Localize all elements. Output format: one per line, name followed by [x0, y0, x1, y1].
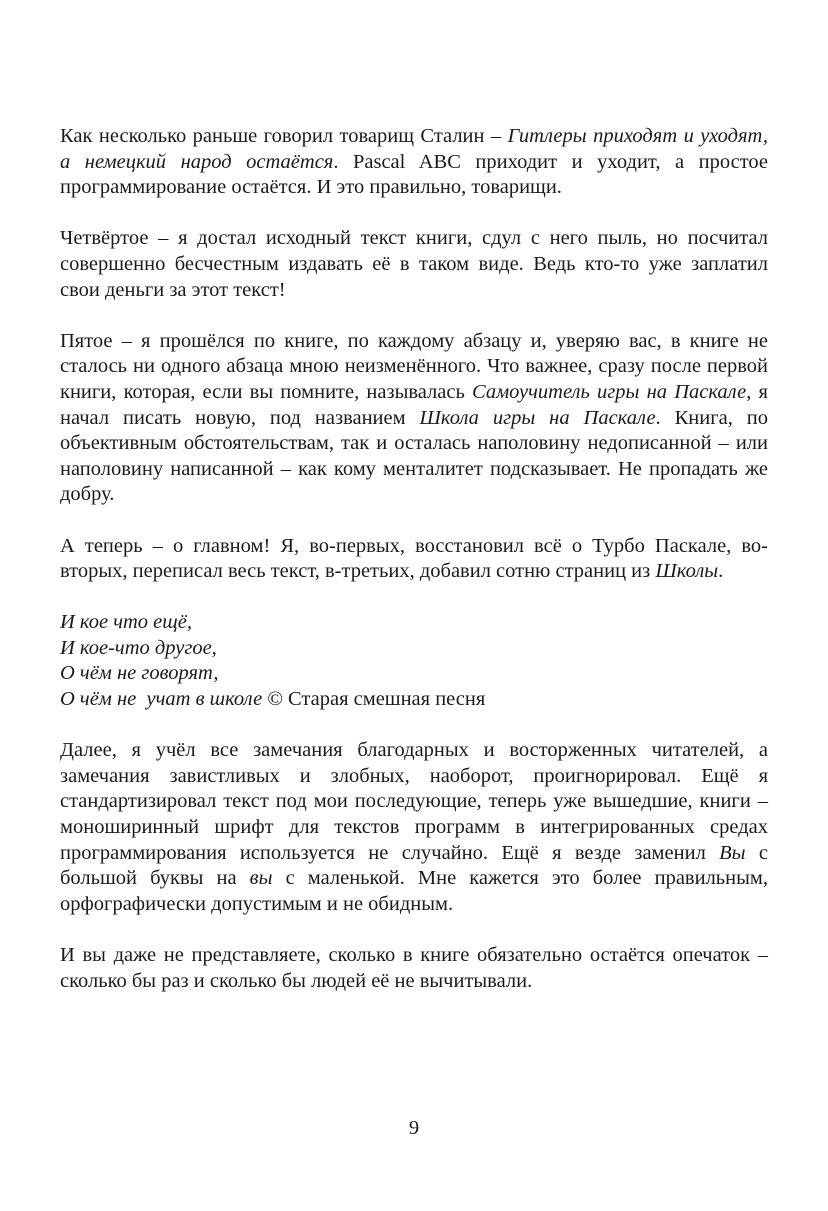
paragraph-text: Пятое – я прошёлся по книге, по каждому абзацу и, уверяю вас, в книге не сталось ни одного абзаца мною неизменённого. Что важнее, сразу после первой книги, которая, если вы помните, называлась: [60, 329, 768, 403]
verse-line-italic: О чём не учат в школе: [60, 688, 263, 711]
paragraph-text: А теперь – о главном! Я, во-первых, восстановил всё о Турбо Паскале, во-вторых, переписал весь текст, в-третьих, добавил сотню страниц из: [60, 534, 768, 583]
verse-line: И кое что ещё,: [60, 611, 192, 634]
paragraph-text: , я начал писать новую, под названием: [60, 380, 768, 429]
paragraph-main-point: [60, 534, 768, 585]
paragraph-text: . Книга, по объективным обстоятельствам, так и осталась наполовину недописанной – или наполовину написанной – как кому менталитет подсказывает. Не пропадать же добру.: [60, 406, 769, 506]
paragraph-text: .: [718, 560, 724, 583]
paragraph-text: . Pascal ABC приходит и уходит, а простое программирование остаётся. И это правильно, товарищи.: [60, 150, 768, 199]
paragraph-text: Как несколько раньше говорил товарищ Сталин –: [60, 125, 508, 147]
italic-quote: Гитлеры приходят и уходят, а немецкий народ остаётся: [60, 125, 769, 173]
verse-line-with-credit: [60, 687, 768, 713]
paragraph-text: с большой буквы на: [60, 841, 769, 890]
paragraph-text: Далее, я учёл все замечания благодарных и восторженных читателей, а замечания завистливых и злобных, наоборот, проигнорировал. Ещё я стандартизировал текст под мои последующие, теперь уже вышедшие, книги – моноширинный шрифт для текстов программ в интегрированных средах программирования используется не случайно. Ещё я везде заменил: [60, 739, 768, 864]
paragraph-edits: [60, 738, 768, 917]
italic-book-title: Самоучитель игры на Паскале: [472, 380, 747, 403]
italic-book-title: Школа игры на Паскале: [419, 406, 656, 429]
italic-word: Вы: [719, 841, 746, 864]
verse-line: О чём не говорят,: [60, 662, 219, 685]
page-body: [60, 124, 768, 1020]
paragraph-fourth: [60, 226, 768, 303]
italic-book-title: Школы: [655, 560, 719, 583]
page-number: 9: [408, 1117, 420, 1139]
italic-word: вы: [249, 867, 273, 890]
paragraph-text: Четвёртое – я достал исходный текст книги, сдул с него пыль, но посчитал совершенно бесчестным издавать её в таком виде. Ведь кто-то уже заплатил свои деньги за этот текст!: [60, 227, 768, 301]
paragraph-typos: [60, 943, 768, 994]
paragraph-text: с маленькой. Мне кажется это более правильным, орфографически допустимым и не обидным.: [60, 867, 768, 915]
song-verse: [60, 610, 768, 712]
paragraph-text: И вы даже не представляете, сколько в книге обязательно остаётся опечаток – сколько бы раз и сколько бы людей её не вычитывали.: [60, 944, 768, 992]
paragraph-stalin-quote: [60, 124, 768, 201]
song-credit: © Старая смешная песня: [262, 688, 486, 711]
paragraph-fifth: [60, 329, 768, 508]
verse-line: И кое-что другое,: [60, 636, 217, 659]
